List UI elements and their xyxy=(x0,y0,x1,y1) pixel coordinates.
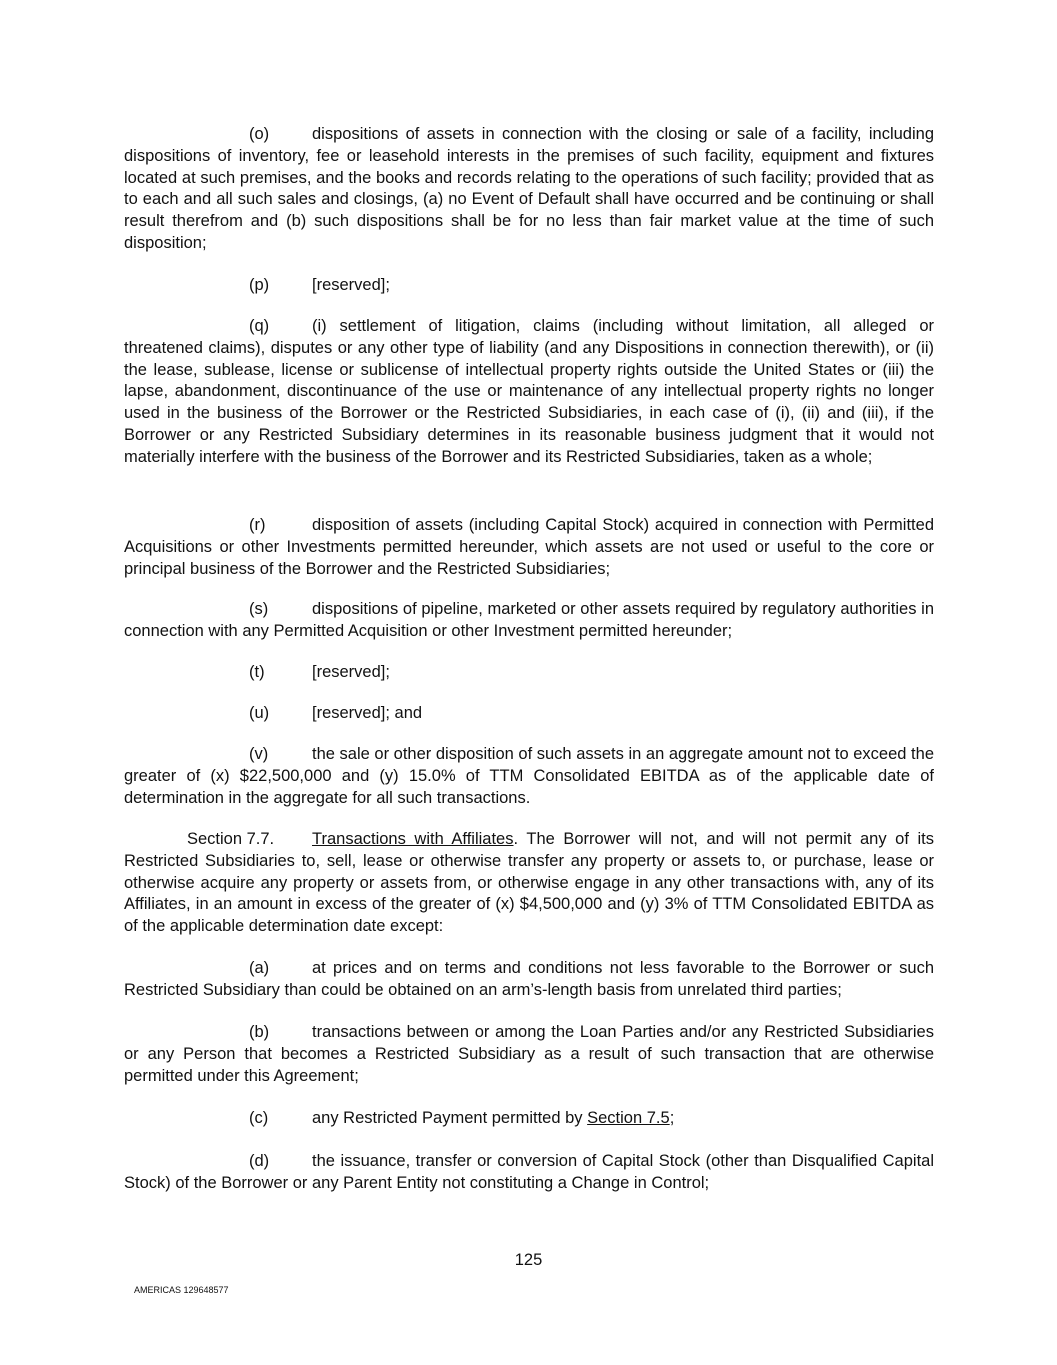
clause-v xyxy=(124,744,934,809)
clause-text: [reserved]; xyxy=(312,276,390,294)
clause-d xyxy=(124,1151,934,1195)
section-text: . The Borrower will not, and will not permit any of its Restricted Subsidiaries to, sell, lease or otherwise transfer any property or assets to, or purchase, lease or otherwise acquire any property or assets from, or otherwise engage in any other transactions with, any of its Affiliates, in an amount in excess of the greater of (x) $4,500,000 and (y) 3% of TTM Consolidated EBITDA as of the applicable determination date except: xyxy=(124,830,934,936)
clause-text: dispositions of assets in connection with the closing or sale of a facility, including dispositions of inventory, fee or leasehold interests in the premises of such facility, equipment and fixtures located at such premises, and the books and records relating to the operations of such facility; provided that as to each and all such sales and closings, (a) no Event of Default shall have occurred and be continuing or shall result therefrom and (b) such dispositions shall be for no less than fair market value at the time of such disposition; xyxy=(124,125,934,252)
clause-label: (c) xyxy=(249,1109,269,1127)
footer-document-id: AMERICAS 129648577 xyxy=(134,1285,229,1295)
clause-b xyxy=(124,1022,934,1087)
section-number: Section 7.7. xyxy=(187,830,275,848)
section-7-5-link[interactable]: Section 7.5 xyxy=(587,1109,670,1127)
clause-text: (i) settlement of litigation, claims (including without limitation, all alleged or threatened claims), disputes or any other type of liability (and any Dispositions in connection therewith), or (ii) the lease, sublease, license or sublicense of intellectual property rights outside the United States or (iii) the lapse, abandonment, discontinuance of the use or maintenance of any intellectual property rights no longer used in the business of the Borrower or the Restricted Subsidiaries, in each case of (i), (ii) and (iii), if the Borrower or any Restricted Subsidiary determines in its reasonable business judgment that it would not materially interfere with the business of the Borrower and its Restricted Subsidiaries, taken as a whole; xyxy=(124,317,934,466)
clause-text: the sale or other disposition of such assets in an aggregate amount not to exceed the greater of (x) $22,500,000 and (y) 15.0% of TTM Consolidated EBITDA as of the applicable date of determination in the aggregate for all such transactions. xyxy=(124,745,934,807)
clause-u xyxy=(124,703,934,725)
clause-label: (b) xyxy=(249,1023,270,1041)
clause-label: (q) xyxy=(249,317,270,335)
clause-text: at prices and on terms and conditions not less favorable to the Borrower or such Restricted Subsidiary than could be obtained on an arm’s-length basis from unrelated third parties; xyxy=(124,959,934,999)
clause-text: transactions between or among the Loan Parties and/or any Restricted Subsidiaries or any Person that becomes a Restricted Subsidiary as a result of such transaction that are otherwise permitted under this Agreement; xyxy=(124,1023,934,1085)
clause-text: disposition of assets (including Capital Stock) acquired in connection with Permitted Acquisitions or other Investments permitted hereunder, which assets are not used or useful to the core or principal business of the Borrower and the Restricted Subsidiaries; xyxy=(124,516,934,578)
clause-text: [reserved]; and xyxy=(312,704,423,722)
clause-a xyxy=(124,958,934,1002)
clause-q xyxy=(124,316,934,469)
clause-t xyxy=(124,662,934,684)
clause-o xyxy=(124,124,934,255)
clause-label: (r) xyxy=(249,516,266,534)
clause-label: (d) xyxy=(249,1152,270,1170)
section-title: Transactions with Affiliates xyxy=(312,830,514,848)
clause-label: (t) xyxy=(249,663,265,681)
clause-text: any Restricted Payment permitted by xyxy=(312,1109,588,1127)
clause-p xyxy=(124,275,934,297)
clause-label: (p) xyxy=(249,276,270,294)
clause-label: (s) xyxy=(249,600,269,618)
section-7-7 xyxy=(124,829,934,938)
clause-s xyxy=(124,599,934,643)
clause-c xyxy=(124,1108,934,1130)
page-number: 125 xyxy=(514,1251,543,1269)
clause-r xyxy=(124,515,934,580)
clause-text: dispositions of pipeline, marketed or other assets required by regulatory authorities in connection with any Permitted Acquisition or other Investment permitted hereunder; xyxy=(124,600,934,640)
clause-text: the issuance, transfer or conversion of Capital Stock (other than Disqualified Capital Stock) of the Borrower or any Parent Entity not constituting a Change in Control; xyxy=(124,1152,934,1192)
clause-text-end: ; xyxy=(669,1109,675,1127)
clause-label: (o) xyxy=(249,125,270,143)
clause-label: (a) xyxy=(249,959,270,977)
clause-text: [reserved]; xyxy=(312,663,390,681)
clause-label: (u) xyxy=(249,704,270,722)
clause-label: (v) xyxy=(249,745,269,763)
